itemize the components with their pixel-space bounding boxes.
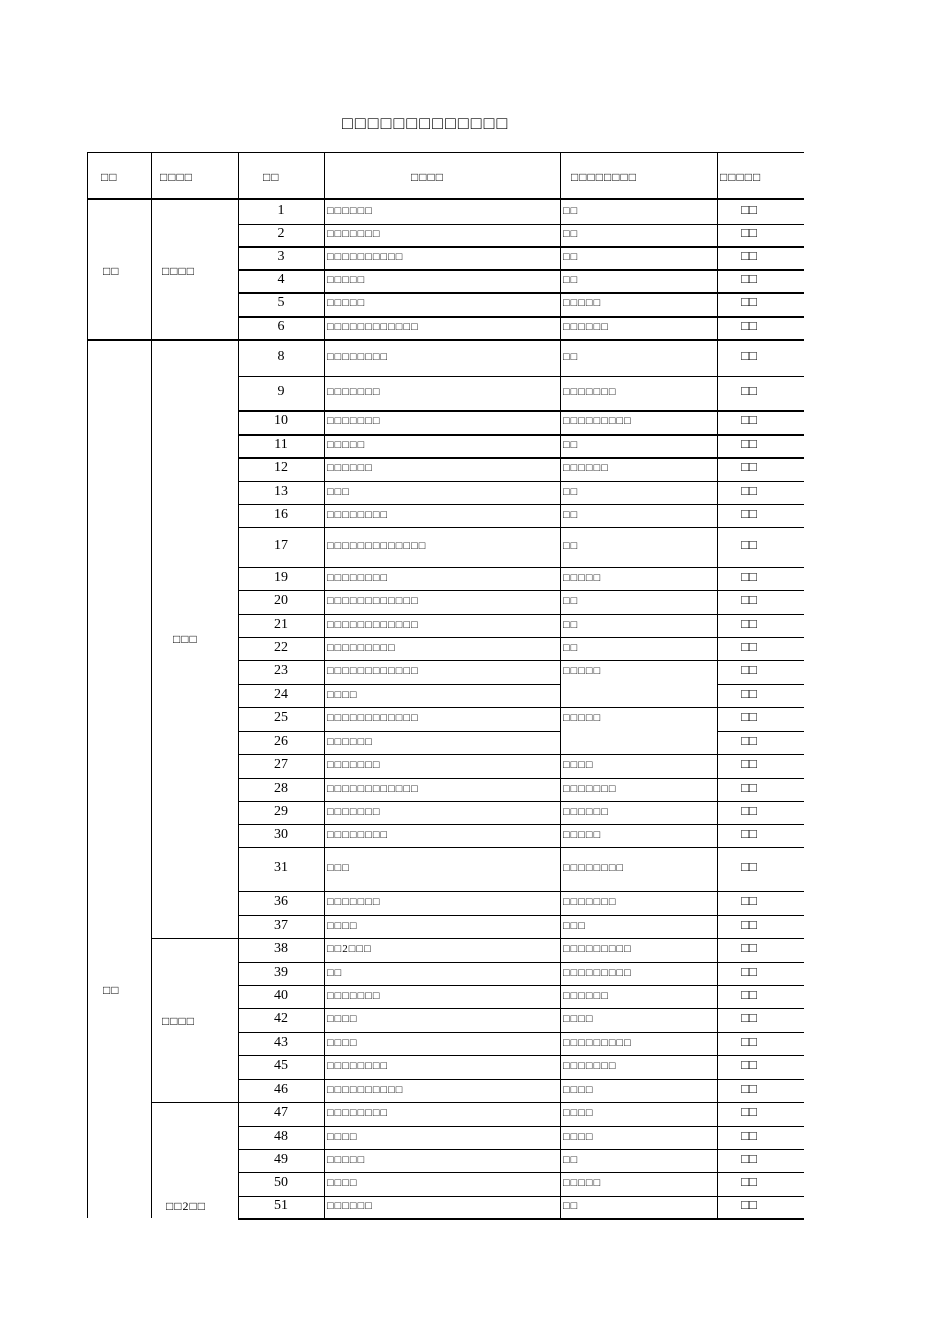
row-priority: □□	[741, 1080, 757, 1096]
row-name: □□□□□□□	[327, 415, 381, 427]
grid-line	[238, 410, 804, 412]
row-priority: □□	[741, 412, 757, 427]
row-name: □□□□	[327, 1130, 358, 1143]
row-priority: □□	[741, 662, 757, 677]
row-number: 42	[274, 1011, 288, 1026]
row-number: 46	[274, 1081, 288, 1097]
row-name: □□□□□□□□□□□□	[327, 782, 419, 795]
row-number: 38	[274, 941, 288, 956]
row-priority: □□	[741, 482, 757, 498]
row-number: 43	[274, 1034, 288, 1050]
row-priority: □□	[741, 963, 757, 979]
row-number: 50	[274, 1175, 288, 1190]
row-name: □□□□□□□□	[327, 1107, 389, 1119]
grid-line	[238, 938, 804, 939]
row-priority: □□	[741, 435, 757, 451]
grid-line	[238, 731, 560, 732]
grid-line	[238, 434, 804, 436]
grid-line	[87, 152, 804, 153]
grid-line	[238, 224, 804, 225]
grid-line	[238, 292, 804, 294]
row-department: □□□□	[563, 1083, 594, 1096]
row-number: 45	[274, 1058, 288, 1073]
grid-line	[238, 684, 560, 685]
row-number: 8	[277, 349, 285, 364]
row-number: 16	[274, 506, 288, 522]
row-department: □□□□□□□□□	[563, 943, 632, 955]
row-name: □□□□	[327, 1036, 358, 1049]
row-name: □□□	[327, 862, 350, 874]
row-department: □□□□□□□	[563, 782, 617, 795]
grid-line	[238, 590, 804, 591]
row-department: □□□	[563, 919, 586, 932]
row-name: □□□□□□□□□□	[327, 1083, 404, 1096]
row-priority: □□	[741, 756, 757, 771]
row-department: □□	[563, 228, 579, 240]
row-number: 47	[274, 1105, 288, 1120]
row-priority: □□	[741, 859, 757, 874]
grid-line	[238, 962, 804, 963]
row-name: □□□□	[327, 1177, 358, 1189]
row-priority: □□	[741, 825, 757, 841]
grid-line	[238, 707, 804, 708]
grid-line	[238, 527, 804, 528]
row-name: □□□□□□	[327, 462, 373, 474]
row-priority: □□	[741, 459, 757, 474]
grid-line	[717, 731, 804, 732]
row-number: 51	[274, 1198, 288, 1213]
row-department: □□□□□□□	[563, 896, 617, 908]
row-number: 11	[274, 436, 288, 452]
row-priority: □□	[741, 940, 757, 955]
grid-line	[238, 316, 804, 318]
row-department: □□	[563, 438, 579, 451]
row-number: 30	[274, 826, 288, 842]
row-number: 17	[274, 538, 288, 553]
grid-line	[238, 915, 804, 916]
grid-line	[238, 660, 804, 661]
row-name: □□□□□□□	[327, 759, 381, 771]
row-department: □□□□□□□□□	[563, 1036, 632, 1049]
row-department: □□□□□□□□	[563, 862, 625, 874]
row-priority: □□	[741, 1150, 757, 1166]
grid-line	[238, 152, 239, 1218]
row-department: □□□□□□□	[563, 386, 617, 398]
grid-line	[238, 1196, 804, 1197]
row-priority: □□	[741, 1057, 757, 1072]
row-priority: □□	[741, 709, 757, 724]
grid-line	[87, 198, 804, 200]
row-number: 39	[274, 964, 288, 980]
row-department: □□	[563, 508, 579, 521]
grid-line	[238, 985, 804, 986]
row-priority: □□	[741, 202, 757, 217]
row-name: □□□□□□□	[327, 896, 381, 908]
grid-line	[238, 1055, 804, 1056]
row-name: □□□	[327, 485, 350, 498]
row-name: □□□□□□	[327, 1200, 373, 1212]
row-priority: □□	[741, 537, 757, 552]
row-number: 1	[277, 203, 285, 218]
row-priority: □□	[741, 802, 757, 818]
grid-line	[238, 457, 804, 459]
grid-line	[238, 637, 804, 638]
group-label: □□	[103, 264, 120, 278]
row-name: □□	[327, 966, 343, 979]
row-priority: □□	[741, 505, 757, 521]
row-priority: □□	[741, 638, 757, 654]
row-priority: □□	[741, 568, 757, 584]
grid-line	[238, 1032, 804, 1033]
row-name: □□□□□□□□	[327, 351, 389, 363]
row-number: 24	[274, 686, 288, 702]
row-department: □□□□	[563, 759, 594, 771]
row-department: □□	[563, 540, 579, 552]
grid-line	[87, 152, 88, 1218]
row-name: □□□□□□□□□□□□□	[327, 540, 427, 552]
row-name: □□□□□□□□	[327, 1060, 389, 1072]
row-name: □□□□□□□□	[327, 571, 389, 584]
row-priority: □□	[741, 294, 757, 309]
header-priority: □□□□□	[720, 170, 762, 184]
subgroup-label: □□□□	[162, 264, 195, 278]
grid-line	[238, 778, 804, 779]
subgroup-label: □□2□□	[166, 1199, 206, 1213]
row-number: 31	[274, 860, 288, 875]
row-department: □□□□□□	[563, 805, 609, 818]
subgroup-label: □□□	[173, 632, 198, 646]
row-department: □□□□□	[563, 571, 602, 584]
row-department: □□□□□	[563, 665, 602, 677]
page-title: □□□□□□□□□□□□□	[342, 113, 510, 133]
row-name: □□□□	[327, 1013, 358, 1025]
row-department: □□□□□□	[563, 321, 609, 333]
grid-line	[238, 1008, 804, 1009]
grid-line	[238, 1126, 804, 1127]
row-number: 10	[274, 413, 288, 428]
row-department: □□□□□	[563, 297, 602, 309]
row-number: 4	[277, 271, 285, 287]
row-number: 29	[274, 803, 288, 819]
row-department: □□□□□□	[563, 989, 609, 1002]
row-name: □□□□□□□	[327, 386, 381, 398]
grid-line	[238, 1079, 804, 1080]
grid-line	[238, 1149, 804, 1150]
row-priority: □□	[741, 247, 757, 263]
row-name: □□□□□	[327, 1153, 366, 1166]
row-number: 25	[274, 710, 288, 725]
row-department: □□□□	[563, 1107, 594, 1119]
row-department: □□	[563, 1200, 579, 1212]
row-priority: □□	[741, 592, 757, 607]
row-name: □□□□□□	[327, 205, 373, 217]
row-name: □□□□□	[327, 297, 366, 309]
row-priority: □□	[741, 986, 757, 1002]
row-number: 23	[274, 663, 288, 678]
row-department: □□□□	[563, 1013, 594, 1025]
row-number: 6	[277, 319, 285, 334]
row-name: □□□□□□□□□□	[327, 250, 404, 263]
row-priority: □□	[741, 318, 757, 333]
row-number: 26	[274, 733, 288, 749]
grid-line	[560, 152, 561, 1218]
row-number: 48	[274, 1128, 288, 1144]
group-label: □□	[103, 983, 120, 997]
grid-line	[238, 246, 804, 248]
row-number: 2	[277, 226, 285, 241]
grid-line	[238, 567, 804, 568]
grid-line	[238, 481, 804, 482]
row-priority: □□	[741, 893, 757, 908]
subgroup-label: □□□□	[162, 1014, 195, 1028]
grid-line	[238, 1172, 804, 1173]
row-name: □□□□	[327, 688, 358, 701]
grid-line	[151, 152, 152, 1218]
row-department: □□	[563, 595, 579, 607]
grid-line	[238, 1218, 804, 1220]
row-department: □□□□□□□□□	[563, 415, 632, 427]
row-number: 5	[277, 295, 285, 310]
grid-line	[238, 269, 804, 271]
grid-line	[238, 824, 804, 825]
row-department: □□	[563, 351, 579, 363]
row-department: □□	[563, 1153, 579, 1166]
row-name: □□□□□□□□□	[327, 641, 396, 654]
grid-line	[238, 891, 804, 892]
grid-line	[324, 152, 325, 1218]
row-department: □□	[563, 485, 579, 498]
row-name: □□□□□□□	[327, 805, 381, 818]
grid-line	[87, 339, 804, 341]
row-number: 9	[277, 384, 285, 399]
row-name: □□□□□	[327, 438, 366, 451]
row-number: 13	[274, 483, 288, 499]
grid-line	[238, 504, 804, 505]
header-category: □□	[101, 170, 118, 184]
row-priority: □□	[741, 1104, 757, 1119]
row-priority: □□	[741, 779, 757, 795]
grid-line	[717, 152, 718, 1218]
header-number: □□	[263, 170, 280, 184]
row-department: □□□□□	[563, 1177, 602, 1189]
row-priority: □□	[741, 348, 757, 363]
row-number: 40	[274, 987, 288, 1003]
row-priority: □□	[741, 685, 757, 701]
row-name: □□□□□□□□□□□□	[327, 595, 419, 607]
row-priority: □□	[741, 732, 757, 748]
row-priority: □□	[741, 1010, 757, 1025]
row-name: □□□□	[327, 919, 358, 932]
row-department: □□	[563, 250, 579, 263]
row-name: □□□□□□□	[327, 228, 381, 240]
row-priority: □□	[741, 615, 757, 631]
row-priority: □□	[741, 225, 757, 240]
header-subcategory: □□□□	[160, 170, 193, 184]
row-number: 21	[274, 616, 288, 632]
grid-line	[238, 376, 804, 377]
row-priority: □□	[741, 1197, 757, 1212]
row-name: □□□□□□□□	[327, 508, 389, 521]
row-number: 36	[274, 894, 288, 909]
header-department: □□□□□□□□	[571, 170, 637, 184]
row-department: □□□□□□	[563, 462, 609, 474]
row-priority: □□	[741, 1033, 757, 1049]
row-department: □□□□□□□□□	[563, 966, 632, 979]
row-priority: □□	[741, 1174, 757, 1189]
grid-line	[238, 614, 804, 615]
row-name: □□2□□□	[327, 943, 372, 955]
row-number: 19	[274, 569, 288, 585]
row-name: □□□□□□	[327, 735, 373, 748]
grid-line	[717, 684, 804, 685]
grid-line	[238, 847, 804, 848]
row-number: 27	[274, 757, 288, 772]
row-number: 3	[277, 248, 285, 264]
row-name: □□□□□□□□□□□□	[327, 665, 419, 677]
row-number: 22	[274, 639, 288, 655]
row-name: □□□□□□□□	[327, 828, 389, 841]
header-name: □□□□	[411, 170, 444, 184]
row-number: 12	[274, 460, 288, 475]
row-department: □□	[563, 205, 579, 217]
row-name: □□□□□□□□□□□□	[327, 321, 419, 333]
row-number: 37	[274, 917, 288, 933]
row-priority: □□	[741, 270, 757, 286]
row-department: □□□□	[563, 1130, 594, 1143]
row-priority: □□	[741, 1127, 757, 1143]
row-name: □□□□□□□	[327, 989, 381, 1002]
row-name: □□□□□	[327, 273, 366, 286]
grid-line	[238, 801, 804, 802]
row-priority: □□	[741, 916, 757, 932]
row-department: □□□□□	[563, 712, 602, 724]
row-number: 28	[274, 780, 288, 796]
row-name: □□□□□□□□□□□□	[327, 712, 419, 724]
row-department: □□	[563, 618, 579, 631]
row-department: □□□□□	[563, 828, 602, 841]
row-department: □□	[563, 273, 579, 286]
row-number: 49	[274, 1151, 288, 1167]
grid-line	[238, 754, 804, 755]
row-department: □□	[563, 641, 579, 654]
grid-line	[238, 1102, 804, 1103]
row-department: □□□□□□□	[563, 1060, 617, 1072]
row-priority: □□	[741, 383, 757, 398]
row-number: 20	[274, 593, 288, 608]
row-name: □□□□□□□□□□□□	[327, 618, 419, 631]
